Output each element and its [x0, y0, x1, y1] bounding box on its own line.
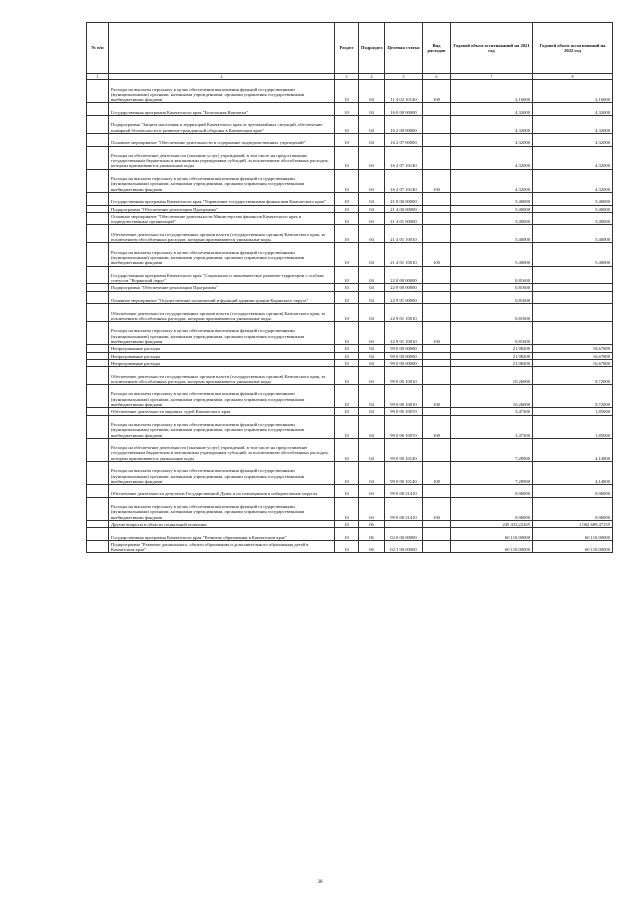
header-target: Целевая статья: [385, 23, 423, 74]
cell-name: Государственная программа Камчатского края "Развитие образования в Камчатском крае": [109, 528, 335, 541]
cell-num: [87, 192, 109, 205]
cell-2022: 4,32000: [533, 169, 613, 192]
cell-target: 99 0 00 10140: [385, 462, 423, 485]
table-row: [87, 359, 613, 366]
cell-razdel: 10: [335, 266, 359, 284]
page-number: 38: [317, 880, 323, 885]
cell-name: Расходы на выплаты персоналу в целях обеспечения выполнения функций государственными (муниципальными) органами, казенными учреждениями, органами управления государственными внебюджетными фондами: [109, 497, 335, 520]
cell-2021: 0,96000: [451, 497, 533, 520]
cell-podrazdel: 04: [359, 408, 385, 415]
cell-2021: 21,98200: [451, 345, 533, 352]
table-row: [87, 212, 613, 225]
column-number: 7: [451, 74, 533, 80]
cell-2022: 5,40000: [533, 205, 613, 212]
table-row: [87, 291, 613, 304]
table-row: [87, 367, 613, 385]
cell-razdel: 10: [335, 322, 359, 345]
cell-num: [87, 322, 109, 345]
cell-razdel: 10: [335, 462, 359, 485]
cell-2021: 4,32000: [451, 146, 533, 169]
cell-vid: [423, 266, 451, 284]
cell-podrazdel: 04: [359, 205, 385, 212]
cell-razdel: 10: [335, 103, 359, 116]
cell-razdel: 10: [335, 497, 359, 520]
cell-razdel: 10: [335, 116, 359, 134]
cell-name: Основное мероприятие "Обеспечение деятельности и содержание подведомственных учреждений": [109, 133, 335, 146]
cell-target: 02 1 00 00000: [385, 540, 423, 553]
header-2021: Годовой объем ассигнований на 2021 год: [451, 23, 533, 74]
cell-2021: 21,98200: [451, 352, 533, 359]
cell-2021: 0,81600: [451, 266, 533, 284]
cell-razdel: 10: [335, 284, 359, 291]
cell-num: [87, 462, 109, 485]
cell-podrazdel: 04: [359, 243, 385, 266]
cell-target: 22 9 00 00000: [385, 284, 423, 291]
cell-num: [87, 520, 109, 527]
cell-target: 11 4 02 10140: [385, 80, 423, 103]
cell-2021: 3,47300: [451, 415, 533, 438]
cell-podrazdel: 04: [359, 116, 385, 134]
cell-num: [87, 133, 109, 146]
table-row: [87, 284, 613, 291]
cell-razdel: 10: [335, 146, 359, 169]
cell-name: Обеспечение деятельности государственных органов власти (государственных органов) Камчатского края, за исключением обособленных расходов, которым присваиваются уникальные коды.: [109, 225, 335, 243]
cell-target: 99 0 00 10140: [385, 438, 423, 461]
cell-name: Расходы на выплаты персоналу в целях обеспечения выполнения функций государственными (муниципальными) органами, казенными учреждениями, органами управления государственными внебюджетными фондами: [109, 80, 335, 103]
cell-2022: 4,32000: [533, 116, 613, 134]
cell-podrazdel: 04: [359, 345, 385, 352]
cell-2021: 10,26000: [451, 385, 533, 408]
cell-name: Обеспечение деятельности мировых судей Камчатского края: [109, 408, 335, 415]
cell-vid: [423, 540, 451, 553]
cell-podrazdel: 04: [359, 225, 385, 243]
cell-podrazdel: 04: [359, 359, 385, 366]
cell-num: [87, 243, 109, 266]
cell-razdel: 10: [335, 304, 359, 322]
cell-num: [87, 304, 109, 322]
cell-num: [87, 367, 109, 385]
cell-podrazdel: 04: [359, 80, 385, 103]
cell-num: [87, 359, 109, 366]
cell-2022: 16,67800: [533, 345, 613, 352]
cell-vid: 100: [423, 385, 451, 408]
cell-2021: 5,40000: [451, 192, 533, 205]
cell-razdel: 10: [335, 169, 359, 192]
cell-num: [87, 284, 109, 291]
cell-target: 16 2 07 10140: [385, 169, 423, 192]
cell-vid: 100: [423, 462, 451, 485]
cell-name: Подпрограмма "Обеспечение реализации Программы": [109, 205, 335, 212]
cell-2021: 4,32000: [451, 133, 533, 146]
cell-podrazdel: 04: [359, 284, 385, 291]
table-row: [87, 146, 613, 169]
cell-razdel: 10: [335, 408, 359, 415]
cell-num: [87, 497, 109, 520]
cell-2022: 4,32000: [533, 133, 613, 146]
cell-target: 22 9 01 10010: [385, 304, 423, 322]
cell-podrazdel: 04: [359, 497, 385, 520]
cell-name: Расходы на выплаты персоналу в целях обеспечения выполнения функций государственными (муниципальными) органами, казенными учреждениями, органами управления государственными внебюджетными фондами: [109, 169, 335, 192]
cell-2022: 4,14800: [533, 438, 613, 461]
cell-target: 22 0 00 00000: [385, 266, 423, 284]
cell-target: 21 4 01 10010: [385, 243, 423, 266]
cell-vid: [423, 225, 451, 243]
cell-2022: 0,96000: [533, 497, 613, 520]
cell-vid: [423, 304, 451, 322]
cell-name: Основное мероприятие "Осуществление полномочий и функций администрации Корякского округа": [109, 291, 335, 304]
cell-2021: 3,47300: [451, 408, 533, 415]
cell-vid: [423, 359, 451, 366]
cell-target: 21 4 00 00000: [385, 205, 423, 212]
cell-2021: 60 110,00000: [451, 528, 533, 541]
cell-vid: [423, 408, 451, 415]
cell-2022: 9,72000: [533, 385, 613, 408]
table-row: [87, 415, 613, 438]
header-razdel: Раздел: [335, 23, 359, 74]
table-row: [87, 205, 613, 212]
cell-2021: 7,28900: [451, 438, 533, 461]
cell-target: 99 0 00 00000: [385, 345, 423, 352]
header-vid: Вид расходов: [423, 23, 451, 74]
cell-target: 21 4 01 00000: [385, 212, 423, 225]
cell-2021: 4,32000: [451, 169, 533, 192]
cell-num: [87, 415, 109, 438]
cell-razdel: 10: [335, 291, 359, 304]
cell-razdel: 10: [335, 540, 359, 553]
cell-vid: [423, 367, 451, 385]
cell-2022: 1,85000: [533, 415, 613, 438]
cell-target: 21 0 00 00000: [385, 192, 423, 205]
cell-2022: [533, 304, 613, 322]
cell-num: [87, 291, 109, 304]
header-podrazdel: Подраздел: [359, 23, 385, 74]
cell-podrazdel: 04: [359, 485, 385, 498]
cell-target: 99 0 00 00000: [385, 352, 423, 359]
cell-vid: [423, 103, 451, 116]
cell-num: [87, 212, 109, 225]
cell-razdel: 10: [335, 528, 359, 541]
cell-2022: [533, 266, 613, 284]
cell-2021: 5,40000: [451, 212, 533, 225]
cell-name: Расходы на обеспечение деятельности (оказание услуг) учреждений, в том числе на предоставление государственным бюджетным и автономным учреждениям субсидий, за исключением обособленных расходов, которым присваиваются уникальные коды: [109, 146, 335, 169]
cell-2021: 0,96000: [451, 485, 533, 498]
cell-vid: [423, 291, 451, 304]
cell-2021: 5,40000: [451, 243, 533, 266]
cell-razdel: 10: [335, 345, 359, 352]
cell-num: [87, 540, 109, 553]
cell-2021: 10,26000: [451, 367, 533, 385]
table-row: [87, 192, 613, 205]
cell-2021: 4,32000: [451, 116, 533, 134]
cell-razdel: 10: [335, 243, 359, 266]
cell-vid: [423, 212, 451, 225]
cell-num: [87, 146, 109, 169]
column-number: 5: [385, 74, 423, 80]
cell-name: Обеспечение деятельности государственных органов власти (государственных органов) Камчатского края, за исключением обособленных расходов, которым присваиваются уникальные коды.: [109, 367, 335, 385]
cell-name: Подпрограмма "Защита населения и территорий Камчатского края от чрезвычайных ситуаций, обеспечение пожарной безопасности и развитие гражданской обороны в Камчатском крае": [109, 116, 335, 134]
cell-num: [87, 345, 109, 352]
cell-podrazdel: 04: [359, 367, 385, 385]
cell-num: [87, 485, 109, 498]
cell-num: [87, 169, 109, 192]
cell-2021: 0,81600: [451, 291, 533, 304]
cell-razdel: 10: [335, 415, 359, 438]
table-row: [87, 462, 613, 485]
column-number: 4: [359, 74, 385, 80]
cell-vid: [423, 205, 451, 212]
cell-podrazdel: 04: [359, 352, 385, 359]
cell-2022: 0,96000: [533, 485, 613, 498]
cell-name: Подпрограмма "Развитие дошкольного, общего образования и дополнительного образования детей в Камчатском крае": [109, 540, 335, 553]
cell-razdel: 10: [335, 367, 359, 385]
cell-name: Расходы на выплаты персоналу в целях обеспечения выполнения функций государственными (муниципальными) органами, казенными учреждениями, органами управления государственными внебюджетными фондами: [109, 385, 335, 408]
cell-podrazdel: 04: [359, 415, 385, 438]
cell-vid: 100: [423, 169, 451, 192]
cell-target: 22 9 01 10010: [385, 322, 423, 345]
column-number: 1: [87, 74, 109, 80]
cell-podrazdel: 06: [359, 520, 385, 527]
cell-podrazdel: 06: [359, 540, 385, 553]
cell-name: Расходы на обеспечение деятельности (оказание услуг) учреждений, в том числе на предоставление государственным бюджетным и автономным учреждениям субсидий, за исключением обособленных расходов, которым присваиваются уникальные коды: [109, 438, 335, 461]
cell-name: Расходы на выплаты персоналу в целях обеспечения выполнения функций государственными (муниципальными) органами, казенными учреждениями, органами управления государственными внебюджетными фондами: [109, 322, 335, 345]
cell-podrazdel: 04: [359, 146, 385, 169]
cell-vid: 100: [423, 243, 451, 266]
cell-target: 16 2 07 10140: [385, 146, 423, 169]
cell-podrazdel: 04: [359, 133, 385, 146]
table-row: [87, 485, 613, 498]
table-row: [87, 225, 613, 243]
cell-podrazdel: 04: [359, 438, 385, 461]
cell-target: 99 0 00 00000: [385, 359, 423, 366]
cell-num: [87, 103, 109, 116]
table-row: [87, 116, 613, 134]
table-row: [87, 438, 613, 461]
cell-vid: [423, 352, 451, 359]
table-row: [87, 345, 613, 352]
table-row: [87, 408, 613, 415]
cell-target: 02 0 00 00000: [385, 528, 423, 541]
cell-podrazdel: 04: [359, 322, 385, 345]
cell-name: Основное мероприятие "Обеспечение деятельности Министерства финансов Камчатского края и подведомственных организаций": [109, 212, 335, 225]
cell-2021: 2,16000: [451, 80, 533, 103]
cell-num: [87, 408, 109, 415]
cell-name: Расходы на выплаты персоналу в целях обеспечения выполнения функций государственными (муниципальными) органами, казенными учреждениями, органами управления государственными внебюджетными фондами: [109, 462, 335, 485]
cell-razdel: 10: [335, 385, 359, 408]
cell-razdel: 10: [335, 438, 359, 461]
cell-num: [87, 266, 109, 284]
table-row: [87, 528, 613, 541]
cell-target: 99 0 00 10010: [385, 367, 423, 385]
cell-2022: 4,32000: [533, 103, 613, 116]
cell-vid: [423, 133, 451, 146]
cell-num: [87, 528, 109, 541]
header-num: № п/п: [87, 23, 109, 74]
cell-2021: 245 433,22265: [451, 520, 533, 527]
table-body: [87, 80, 613, 553]
column-number: 8: [533, 74, 613, 80]
cell-2022: 1,85000: [533, 408, 613, 415]
cell-target: 16 2 00 00000: [385, 116, 423, 134]
cell-podrazdel: 06: [359, 528, 385, 541]
table-row: [87, 266, 613, 284]
cell-2022: 4,32000: [533, 146, 613, 169]
cell-2022: 60 110,00000: [533, 528, 613, 541]
cell-2022: 5,40000: [533, 225, 613, 243]
cell-target: 99 0 00 10070: [385, 415, 423, 438]
cell-vid: [423, 438, 451, 461]
cell-2022: 16,67800: [533, 359, 613, 366]
cell-2021: 0,81600: [451, 322, 533, 345]
cell-2022: 5,40000: [533, 192, 613, 205]
cell-podrazdel: 04: [359, 304, 385, 322]
cell-name: Непрограммные расходы: [109, 359, 335, 366]
cell-razdel: 10: [335, 520, 359, 527]
column-number: 3: [335, 74, 359, 80]
cell-name: Непрограммные расходы: [109, 352, 335, 359]
cell-2021: 60 110,00000: [451, 540, 533, 553]
column-number: 2: [109, 74, 335, 80]
cell-vid: [423, 528, 451, 541]
cell-podrazdel: 04: [359, 103, 385, 116]
cell-target: 99 0 00 51410: [385, 497, 423, 520]
table-row: [87, 169, 613, 192]
cell-2021: 5,40000: [451, 225, 533, 243]
cell-num: [87, 205, 109, 212]
table-row: [87, 520, 613, 527]
cell-razdel: 10: [335, 133, 359, 146]
cell-vid: [423, 485, 451, 498]
cell-2022: 5,40000: [533, 243, 613, 266]
cell-podrazdel: 04: [359, 291, 385, 304]
table-row: [87, 133, 613, 146]
cell-razdel: 10: [335, 225, 359, 243]
cell-2022: 1 062 689,47155: [533, 520, 613, 527]
table-row: [87, 540, 613, 553]
cell-razdel: 10: [335, 205, 359, 212]
cell-podrazdel: 04: [359, 192, 385, 205]
cell-name: Государственная программа Камчатского края "Социальное и экономическое развитие территории с особым статусом "Корякский округ": [109, 266, 335, 284]
cell-2021: 0,81600: [451, 304, 533, 322]
cell-num: [87, 352, 109, 359]
cell-podrazdel: 04: [359, 385, 385, 408]
cell-name: Подпрограмма "Обеспечение реализации Программы": [109, 284, 335, 291]
cell-2021: 5,40000: [451, 205, 533, 212]
cell-num: [87, 80, 109, 103]
cell-target: 16 2 07 00000: [385, 133, 423, 146]
cell-podrazdel: 04: [359, 266, 385, 284]
cell-vid: [423, 520, 451, 527]
table-row: [87, 80, 613, 103]
cell-vid: [423, 116, 451, 134]
cell-target: 99 0 00 51410: [385, 485, 423, 498]
cell-target: 22 9 01 00000: [385, 291, 423, 304]
cell-2022: 2,16000: [533, 80, 613, 103]
cell-2022: 60 110,00000: [533, 540, 613, 553]
cell-name: Обеспечение деятельности депутатов Государственной Думы и их помощников в избирательных округах: [109, 485, 335, 498]
cell-target: [385, 520, 423, 527]
cell-num: [87, 116, 109, 134]
cell-2021: 7,28900: [451, 462, 533, 485]
cell-razdel: 10: [335, 80, 359, 103]
cell-podrazdel: 04: [359, 169, 385, 192]
cell-2021: 0,81600: [451, 284, 533, 291]
cell-name: Другие вопросы в области социальной политики: [109, 520, 335, 527]
cell-num: [87, 225, 109, 243]
budget-table: [86, 22, 613, 553]
table-row: [87, 243, 613, 266]
cell-target: 16 0 00 00000: [385, 103, 423, 116]
cell-vid: [423, 192, 451, 205]
header-2022: Годовой объем ассигнований на 2022 год: [533, 23, 613, 74]
cell-vid: 100: [423, 497, 451, 520]
table-row: [87, 352, 613, 359]
cell-target: 99 0 00 10010: [385, 385, 423, 408]
cell-razdel: 10: [335, 352, 359, 359]
cell-2022: [533, 291, 613, 304]
cell-razdel: 10: [335, 212, 359, 225]
header-name: [109, 23, 335, 74]
cell-name: Государственная программа Камчатского края "Управление государственными финансами Камчатского края": [109, 192, 335, 205]
cell-name: Расходы на выплаты персоналу в целях обеспечения выполнения функций государственными (муниципальными) органами, казенными учреждениями, органами управления государственными внебюджетными фондами: [109, 243, 335, 266]
cell-2022: [533, 322, 613, 345]
table-row: [87, 304, 613, 322]
cell-2022: 5,40000: [533, 212, 613, 225]
cell-2021: 21,98200: [451, 359, 533, 366]
cell-vid: 100: [423, 415, 451, 438]
cell-name: Непрограммные расходы: [109, 345, 335, 352]
table-row: [87, 385, 613, 408]
cell-2022: [533, 284, 613, 291]
header-row: [87, 23, 613, 74]
column-number: 6: [423, 74, 451, 80]
cell-vid: [423, 345, 451, 352]
cell-2022: 16,67800: [533, 352, 613, 359]
cell-name: Государственная программа Камчатского края "Безопасная Камчатка": [109, 103, 335, 116]
cell-razdel: 10: [335, 359, 359, 366]
cell-target: 99 0 00 10070: [385, 408, 423, 415]
table-row: [87, 103, 613, 116]
cell-2022: 4,14800: [533, 462, 613, 485]
cell-name: Расходы на выплаты персоналу в целях обеспечения выполнения функций государственными (муниципальными) органами, казенными учреждениями, органами управления государственными внебюджетными фондами: [109, 415, 335, 438]
cell-podrazdel: 04: [359, 462, 385, 485]
cell-target: 21 4 01 10010: [385, 225, 423, 243]
cell-num: [87, 385, 109, 408]
table-row: [87, 497, 613, 520]
cell-name: Обеспечение деятельности государственных органов власти (государственных органов) Камчатского края, за исключением обособленных расходов, которым присваиваются уникальные коды.: [109, 304, 335, 322]
cell-vid: 100: [423, 80, 451, 103]
cell-vid: [423, 146, 451, 169]
cell-vid: [423, 284, 451, 291]
cell-num: [87, 438, 109, 461]
cell-2022: 9,72000: [533, 367, 613, 385]
table-row: [87, 322, 613, 345]
cell-razdel: 10: [335, 485, 359, 498]
cell-2021: 4,32000: [451, 103, 533, 116]
cell-razdel: 10: [335, 192, 359, 205]
cell-podrazdel: 04: [359, 212, 385, 225]
cell-vid: 100: [423, 322, 451, 345]
